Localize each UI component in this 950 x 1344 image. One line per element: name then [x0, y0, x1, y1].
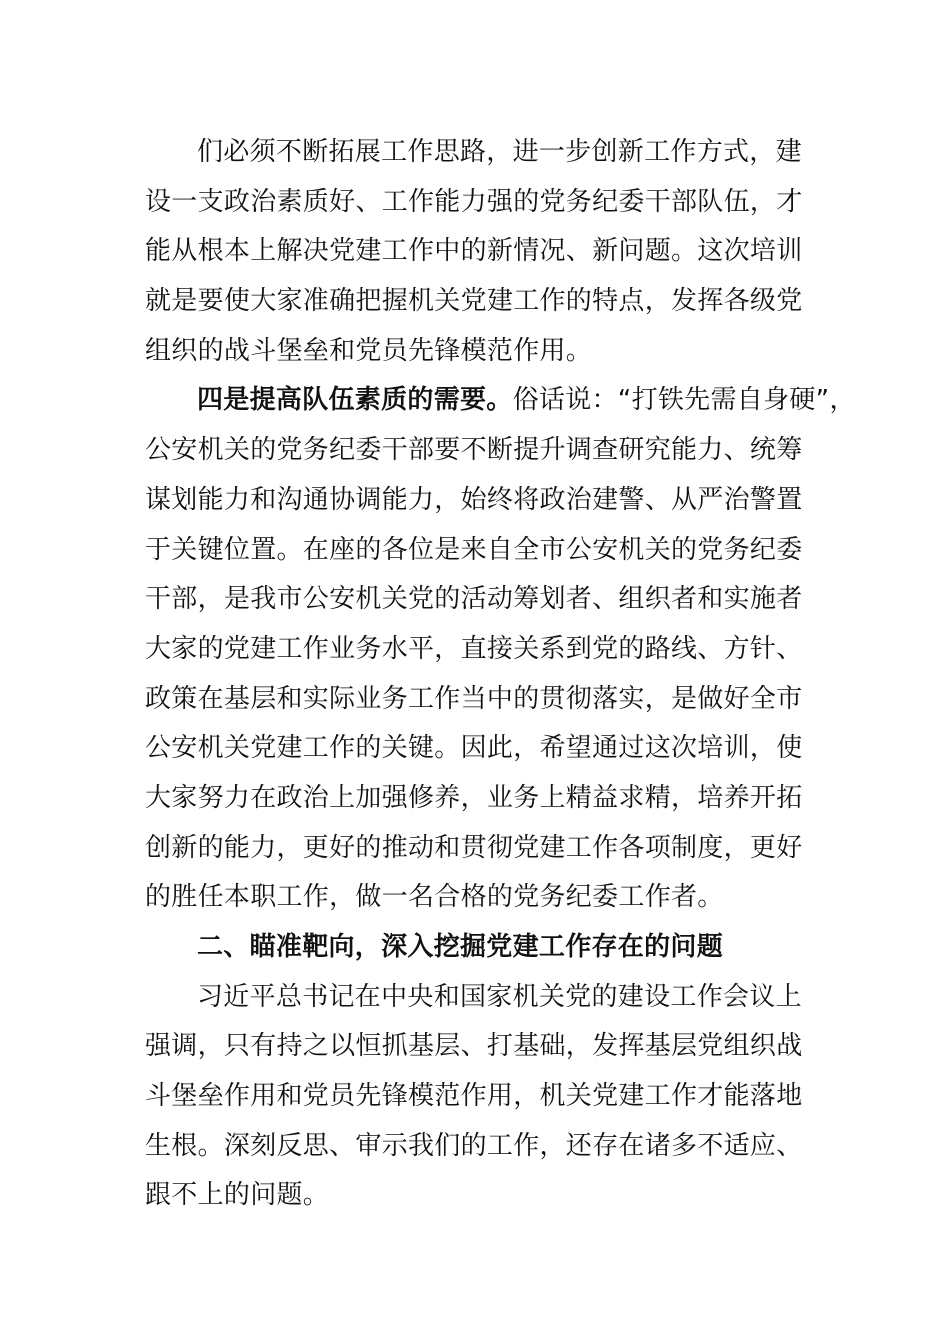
paragraph-3 [145, 973, 817, 1221]
section-heading: 二、瞄准靶向，深入挖掘党建工作存在的问题 [197, 932, 724, 962]
paragraph-line: 谋划能力和沟通协调能力，始终将政治建警、从严治警置 [145, 484, 803, 515]
paragraph-line: 创新的能力，更好的推动和贯彻党建工作各项制度，更好 [145, 832, 803, 863]
paragraph-line: 们必须不断拓展工作思路，进一步创新工作方式，建 [197, 137, 802, 167]
paragraph-line: 大家努力在政治上加强修养，业务上精益求精，培养开拓 [145, 782, 803, 813]
section-heading-block [145, 923, 817, 973]
paragraph-line: 公安机关党建工作的关键。因此，希望通过这次培训，使 [145, 733, 803, 764]
paragraph-line: 公安机关的党务纪委干部要不断提升调查研究能力、统筹 [145, 435, 803, 466]
paragraph-first-line [145, 376, 856, 426]
paragraph-line: 设一支政治素质好、工作能力强的党务纪委干部队伍，才 [145, 186, 803, 217]
paragraph-line: 强调，只有持之以恒抓基层、打基础，发挥基层党组织战 [145, 1031, 803, 1062]
document-body [145, 128, 856, 1221]
paragraph-line: 政策在基层和实际业务工作当中的贯彻落实，是做好全市 [145, 683, 803, 714]
paragraph-line: 大家的党建工作业务水平，直接关系到党的路线、方针、 [145, 633, 803, 664]
paragraph-line: 生根。深刻反思、审示我们的工作，还存在诸多不适应、 [145, 1130, 803, 1161]
paragraph-line: 跟不上的问题。 [145, 1180, 330, 1211]
paragraph-line: 的胜任本职工作，做一名合格的党务纪委工作者。 [145, 882, 724, 913]
paragraph-line: 于关键位置。在座的各位是来自全市公安机关的党务纪委 [145, 534, 803, 565]
paragraph-2 [145, 376, 856, 923]
paragraph-line: 干部，是我市公安机关党的活动筹划者、组织者和实施者 [145, 584, 803, 615]
paragraph-bold-lead: 四是提高队伍素质的需要。 [197, 385, 513, 416]
paragraph-1 [145, 128, 817, 376]
paragraph-line: 能从根本上解决党建工作中的新情况、新问题。这次培训 [145, 236, 803, 267]
paragraph-line: 习近平总书记在中央和国家机关党的建设工作会议上 [197, 981, 802, 1012]
paragraph-line: 斗堡垒作用和党员先锋模范作用，机关党建工作才能落地 [145, 1081, 803, 1112]
paragraph-line-rest: 俗话说：“打铁先需自身硬”， [512, 385, 856, 416]
paragraph-line: 组织的战斗堡垒和党员先锋模范作用。 [145, 335, 593, 366]
paragraph-line: 就是要使大家准确把握机关党建工作的特点，发挥各级党 [145, 286, 803, 317]
